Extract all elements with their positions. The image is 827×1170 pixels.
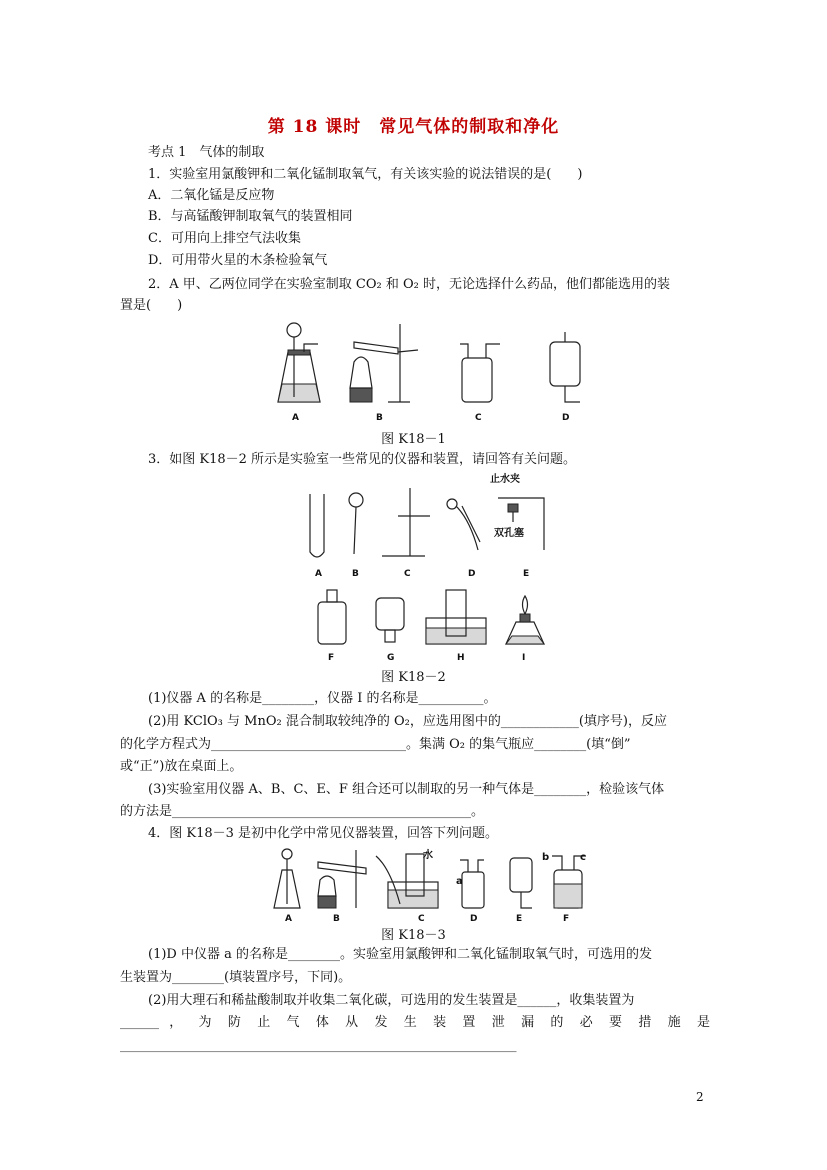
instrument-c-iron-stand: [382, 488, 430, 556]
fig2-note-clamp: 止水夹: [490, 474, 520, 485]
apparatus-a-conical-flask: [278, 323, 320, 402]
figure-k18-2-row1: [300, 470, 560, 565]
q4-part2-line1: (2)用大理石和稀盐酸制取并收集二氧化碳，可选用的发生装置是______，收集装置为: [148, 993, 635, 1008]
q1-option-a: A．二氧化锰是反应物: [148, 188, 275, 203]
device-b-heating: [318, 850, 366, 908]
instrument-f-collecting-bottle: [318, 590, 346, 644]
q4-stem: 4．图 K18－3 是初中化学中常见仪器装置，回答下列问题。: [148, 826, 499, 841]
fig1-label-d: D: [562, 413, 570, 423]
figure-k18-2-row2: [310, 588, 560, 650]
fig2-label-d: D: [468, 569, 476, 579]
fig3-label-b: B: [333, 914, 340, 924]
fig2-label-c: C: [404, 569, 411, 579]
fig3-note-b: b: [542, 852, 550, 863]
q4-part2-line3: _____________________________________________________________: [120, 1038, 517, 1053]
apparatus-d-bottle: [550, 332, 580, 402]
device-a-flask: [274, 849, 300, 908]
instrument-d-tube-stopper: [447, 499, 480, 550]
q2-stem-line2: 置是( ): [120, 298, 183, 313]
fig3-note-water: 水: [423, 850, 433, 861]
q2-stem-line1: 2．A 甲、乙两位同学在实验室制取 CO₂ 和 O₂ 时，无论选择什么药品，他们都能选用的装: [148, 277, 671, 292]
fig3-note-c: c: [580, 852, 586, 863]
fig3-label-c: C: [418, 914, 425, 924]
fig1-label-b: B: [376, 413, 383, 423]
fig3-label-e: E: [516, 914, 523, 924]
figure-k18-3: [270, 848, 600, 913]
q4-part1-line1: (1)D 中仪器 a 的名称是________。实验室用氯酸钾和二氧化锰制取氧气时，可选用的发: [148, 947, 652, 962]
fig3-label-d: D: [470, 914, 478, 924]
fig2-label-h: H: [457, 653, 465, 663]
q1-option-d: D．可用带火星的木条检验氧气: [148, 253, 328, 268]
q1-option-c: C．可用向上排空气法收集: [148, 231, 301, 246]
q3-part2-line3: 或“正”)放在桌面上。: [120, 759, 243, 774]
fig2-caption: 图 K18－2: [381, 670, 446, 685]
q3-part3-line2: 的方法是______________________________________________。: [120, 804, 485, 819]
fig3-caption: 图 K18－3: [381, 928, 446, 943]
figure-k18-1: [270, 322, 600, 412]
q3-part1: (1)仪器 A 的名称是________，仪器 I 的名称是__________。: [148, 691, 497, 706]
q3-part2-line2: 的化学方程式为______________________________。集满 O₂ 的集气瓶应________(填“倒”: [120, 737, 631, 752]
fig2-label-f: F: [328, 653, 335, 663]
device-f-wash-bottle: [552, 856, 586, 908]
fig2-label-g: G: [387, 653, 395, 663]
fig1-caption: 图 K18－1: [381, 432, 446, 447]
q4-part2-line2: ______ ， 为 防 止 气 体 从 发 生 装 置 泄 漏 的 必 要 措 施 是: [120, 1015, 710, 1030]
fig3-note-a: a: [456, 876, 463, 887]
page-title: 第 18 课时 常见气体的制取和净化: [267, 117, 560, 137]
instrument-a-test-tube: [310, 494, 324, 557]
section-heading: 考点 1 气体的制取: [148, 145, 265, 160]
instrument-g-bottle: [376, 598, 404, 642]
instrument-i-alcohol-lamp: [506, 596, 544, 644]
instrument-b-dropper: [349, 493, 363, 554]
fig1-label-c: C: [475, 413, 482, 423]
device-c-water-trough: [376, 854, 438, 908]
fig2-label-i: I: [522, 653, 526, 663]
q3-part3-line1: (3)实验室用仪器 A、B、C、E、F 组合还可以制取的另一种气体是________，检验该气体: [148, 782, 665, 797]
q4-part1-line2: 生装置为________(填装置序号，下同)。: [120, 970, 352, 985]
instrument-h-water-trough: [426, 590, 486, 644]
apparatus-c-collecting-bottle: [460, 344, 500, 402]
q3-stem: 3．如图 K18－2 所示是实验室一些常见的仪器和装置，请回答有关问题。: [148, 452, 577, 467]
q3-part2-line1: (2)用 KClO₃ 与 MnO₂ 混合制取较纯净的 O₂，应选用图中的____________(填序号)，反应: [148, 714, 667, 729]
fig1-label-a: A: [292, 413, 299, 423]
fig2-note-stopper: 双孔塞: [494, 528, 524, 539]
fig3-label-f: F: [563, 914, 570, 924]
fig3-label-a: A: [285, 914, 292, 924]
fig2-label-e: E: [523, 569, 530, 579]
q1-option-b: B．与高锰酸钾制取氧气的装置相同: [148, 209, 353, 224]
q1-stem: 1．实验室用氯酸钾和二氧化锰制取氧气，有关该实验的说法错误的是( ): [148, 167, 583, 182]
device-d-bottle: [460, 860, 484, 908]
fig2-label-b: B: [352, 569, 359, 579]
apparatus-b-heating-tube: [350, 324, 418, 402]
page-number: 2: [696, 1090, 704, 1104]
device-e-bottle: [510, 858, 532, 908]
fig2-label-a: A: [315, 569, 322, 579]
